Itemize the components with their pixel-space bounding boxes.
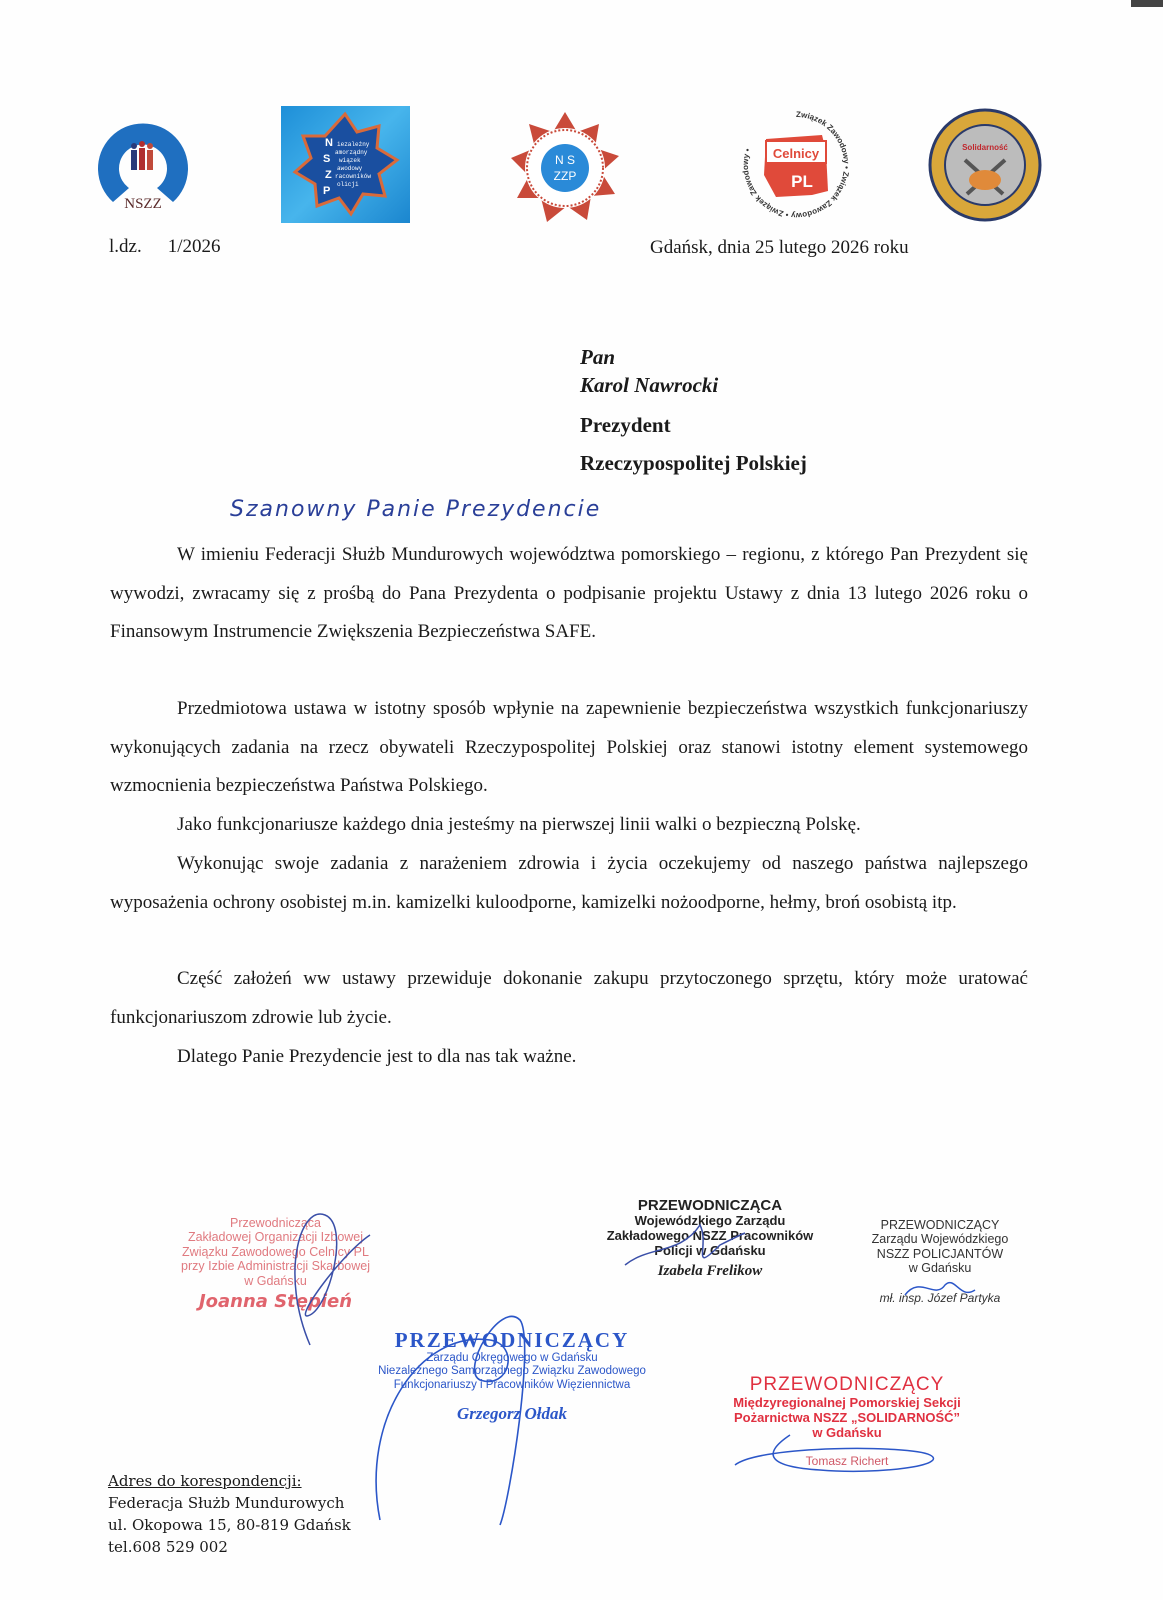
addressee-title: Pan bbox=[580, 345, 616, 369]
svg-text:wiązek: wiązek bbox=[339, 157, 361, 164]
stamp-policjanci: PRZEWODNICZĄCY Zarządu Wojewódzkiego NSZZ POLICJANTÓW w Gdańsku mł. insp. Józef Partyka bbox=[845, 1218, 1035, 1305]
nszzpp-logo bbox=[281, 106, 410, 223]
svg-text:Solidarność: Solidarność bbox=[962, 143, 1008, 152]
correspondence-phone: tel.608 529 002 bbox=[108, 1538, 228, 1556]
svg-text:P: P bbox=[323, 185, 331, 197]
handwritten-salutation: Szanowny Panie Prezydencie bbox=[230, 497, 602, 522]
svg-text:Celnicy: Celnicy bbox=[772, 146, 820, 161]
svg-text:N: N bbox=[325, 137, 333, 149]
addressee-position: Prezydent bbox=[580, 413, 671, 437]
signatory-name: Tomasz Richert bbox=[805, 1453, 889, 1468]
svg-text:Związek Zawodowy • Związek Zaw: Związek Zawodowy • Związek Zawodowy • Związek Zawodowy • bbox=[740, 109, 851, 221]
pomorska-sekcja-pozarnictwa-logo bbox=[925, 108, 1045, 223]
svg-text:iezależny: iezależny bbox=[337, 141, 370, 148]
ldz-number: 1/2026 bbox=[167, 236, 221, 257]
body-paragraph-6: Dlatego Panie Prezydencie jest to dla nas tak ważne. bbox=[177, 1046, 577, 1067]
svg-text:olicji: olicji bbox=[337, 181, 359, 188]
body-paragraph-3: Jako funkcjonariusze każdego dnia jesteśmy na pierwszej linii walki o bezpieczną Polskę. bbox=[177, 814, 861, 835]
svg-text:ZZP: ZZP bbox=[553, 169, 577, 183]
svg-text:NSZZ: NSZZ bbox=[124, 196, 162, 212]
signatory-name: Grzegorz Ołdak bbox=[456, 1403, 568, 1423]
signatory-name: Joanna Stępień bbox=[198, 1290, 353, 1312]
stamp-solidarnosc: PRZEWODNICZĄCY Międzyregionalnej Pomorskiej Sekcji Pożarnictwa NSZZ „SOLIDARNOŚĆ” w Gdańsku Tomasz Richert bbox=[712, 1374, 982, 1468]
svg-text:racowników: racowników bbox=[335, 173, 372, 180]
reference-number bbox=[109, 236, 221, 258]
correspondence-org: Federacja Służb Mundurowych bbox=[108, 1494, 345, 1512]
stamp-wieziennictwo: PRZEWODNICZĄCY Zarządu Okręgowego w Gdańsku Niezależnego Samorządnego Związku Zawodowego Funkcjonariuszy i Pracowników Więziennictwa Grzegorz Ołdak bbox=[362, 1328, 662, 1423]
body-paragraph-2: Przedmiotowa ustawa w istotny sposób wpłynie na zapewnienie bezpieczeństwa wszystkich funkcjonariuszy wykonujących zadania na rzecz obywateli Rzeczypospolitej Polskiej oraz stanowi istotny element systemowego wzmocnienia bezpieczeństwa Państwa Polskiego. bbox=[110, 698, 1028, 797]
signatory-name: Izabela Frelikow bbox=[657, 1263, 763, 1280]
signatory-name: mł. insp. Józef Partyka bbox=[879, 1290, 1001, 1305]
nszz-funkcjonariuszy-wiezinnictwa-logo bbox=[93, 110, 193, 215]
correspondence-address bbox=[108, 1470, 351, 1558]
correspondence-heading: Adres do korespondencji: bbox=[108, 1472, 302, 1490]
addressee-country: Rzeczypospolitej Polskiej bbox=[580, 451, 807, 475]
body-paragraph-5: Część założeń ww ustawy przewiduje dokonanie zakupu przytoczonego sprzętu, który może uratować funkcjonariuszom zdrowie lub życie. bbox=[110, 968, 1028, 1028]
place-date: Gdańsk, dnia 25 lutego 2026 roku bbox=[650, 237, 909, 258]
body-paragraph-1: W imieniu Federacji Służb Mundurowych województwa pomorskiego – regionu, z którego Pan Prezydent się wywodzi, zwracamy się z prośbą do Pana Prezydenta o podpisanie projektu Ustawy z dnia 13 lutego 2026 roku o Finansowym Instrumencie Zwiększenia Bezpieczeństwa SAFE. bbox=[110, 544, 1028, 643]
nszp-star-logo bbox=[505, 110, 625, 228]
body-paragraph-4: Wykonując swoje zadania z narażeniem zdrowia i życia oczekujemy od naszego państwa najlepszego wyposażenia ochrony osobistej m.in. kamizelki kuloodporne, kamizelki nożoodporne, hełmy, broń osobistą itp. bbox=[110, 853, 1028, 913]
svg-text:Z: Z bbox=[325, 169, 332, 181]
svg-text:amorządny: amorządny bbox=[335, 149, 368, 156]
correspondence-street: ul. Okopowa 15, 80-819 Gdańsk bbox=[108, 1516, 351, 1534]
svg-text:N S: N S bbox=[554, 153, 576, 167]
svg-text:S: S bbox=[323, 153, 331, 165]
svg-text:awodowy: awodowy bbox=[337, 165, 363, 172]
addressee-name: Karol Nawrocki bbox=[580, 373, 719, 397]
celnicy-pl-logo bbox=[736, 105, 856, 223]
stamp-celnicy: Przewodnicząca Zakładowej Organizacji Izbowej Związku Zawodowego Celnicy PL przy Izbie Administracji Skarbowej w Gdańsku Joanna Stępień bbox=[163, 1216, 388, 1313]
scan-edge-mark bbox=[1131, 0, 1163, 7]
ldz-label: l.dz. bbox=[109, 236, 142, 257]
svg-text:PL: PL bbox=[791, 172, 813, 191]
stamp-policja-pracownicy: PRZEWODNICZĄCA Wojewódzkiego Zarządu Zakładowego NSZZ Pracowników Policji w Gdańsku Izabela Frelikow bbox=[585, 1197, 835, 1280]
